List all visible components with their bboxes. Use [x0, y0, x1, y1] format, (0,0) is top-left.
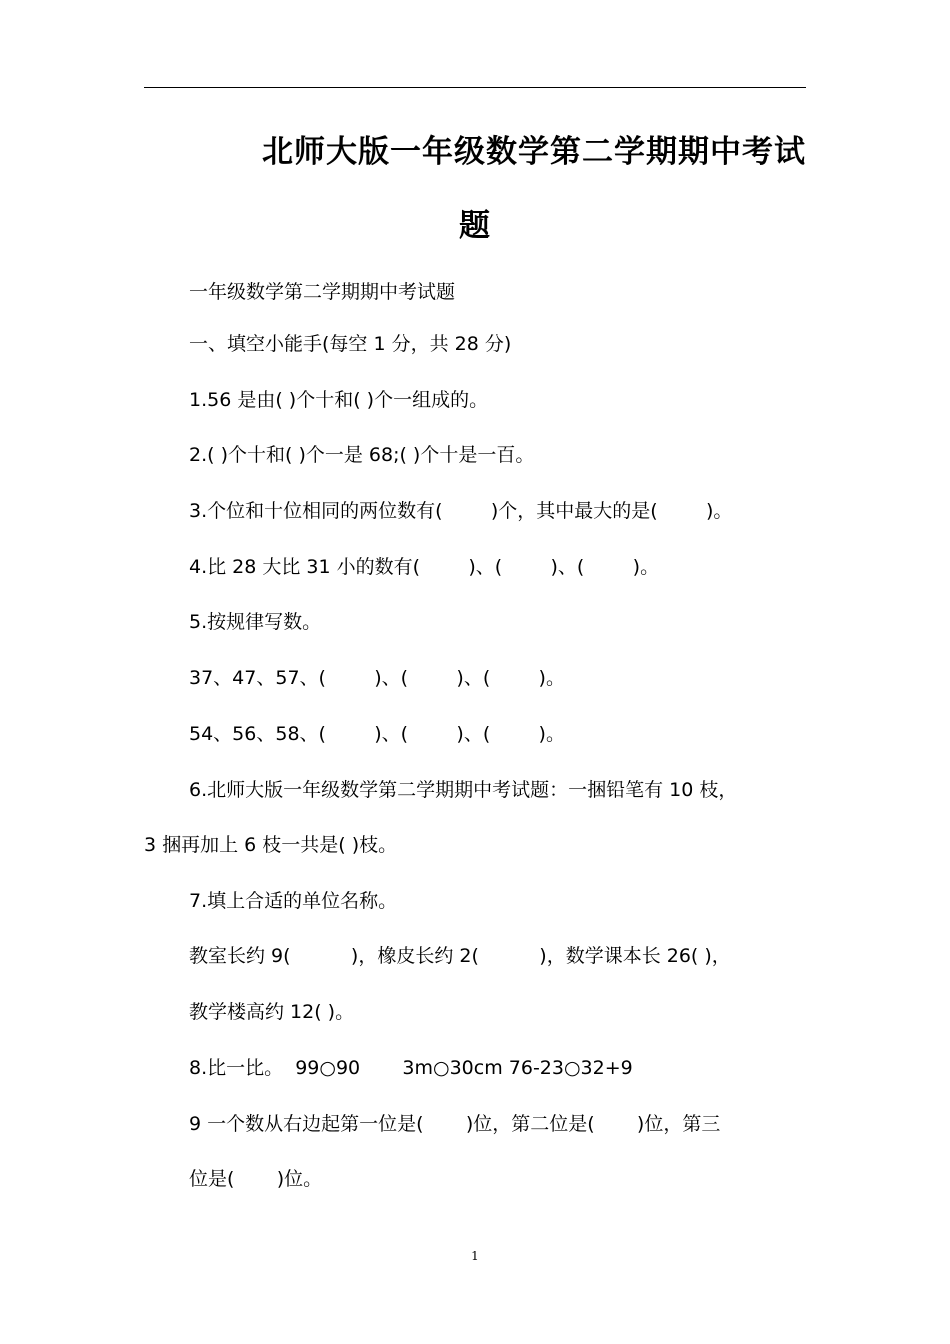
question-7-line-2: 教学楼高约 12( )。 [189, 1001, 355, 1023]
question-5: 5.按规律写数。 [189, 611, 322, 633]
question-4: 4.比 28 大比 31 小的数有( )、( )、( )。 [189, 556, 660, 578]
page-number: 1 [471, 1249, 479, 1263]
question-3: 3.个位和十位相同的两位数有( )个，其中最大的是( )。 [189, 500, 733, 522]
section-heading: 一、填空小能手(每空 1 分，共 28 分) [189, 333, 512, 355]
question-7: 7.填上合适的单位名称。 [189, 890, 398, 912]
question-9: 9 一个数从右边起第一位是( )位，第二位是( )位，第三 [189, 1113, 721, 1135]
exam-subtitle: 一年级数学第二学期期中考试题 [189, 281, 456, 303]
question-5-sequence-1: 37、47、57、( )、( )、( )。 [189, 667, 565, 689]
question-8: 8.比一比。 99○90 3m○30cm 76-23○32+9 [189, 1057, 633, 1079]
question-1: 1.56 是由( )个十和( )个一组成的。 [189, 389, 489, 411]
document-title-line-2: 题 [459, 208, 491, 244]
document-title-line-1: 北师大版一年级数学第二学期期中考试 [262, 134, 806, 170]
question-9-continued: 位是( )位。 [189, 1168, 323, 1190]
question-7-line-1: 教室长约 9( )，橡皮长约 2( )，数学课本长 26( )， [189, 945, 731, 967]
question-6-continued: 3 捆再加上 6 枝一共是( )枝。 [144, 834, 398, 856]
question-6: 6.北师大版一年级数学第二学期期中考试题：一捆铅笔有 10 枝， [189, 779, 738, 801]
question-5-sequence-2: 54、56、58、( )、( )、( )。 [189, 723, 565, 745]
header-rule [144, 87, 806, 88]
question-2: 2.( )个十和( )个一是 68;( )个十是一百。 [189, 444, 535, 466]
